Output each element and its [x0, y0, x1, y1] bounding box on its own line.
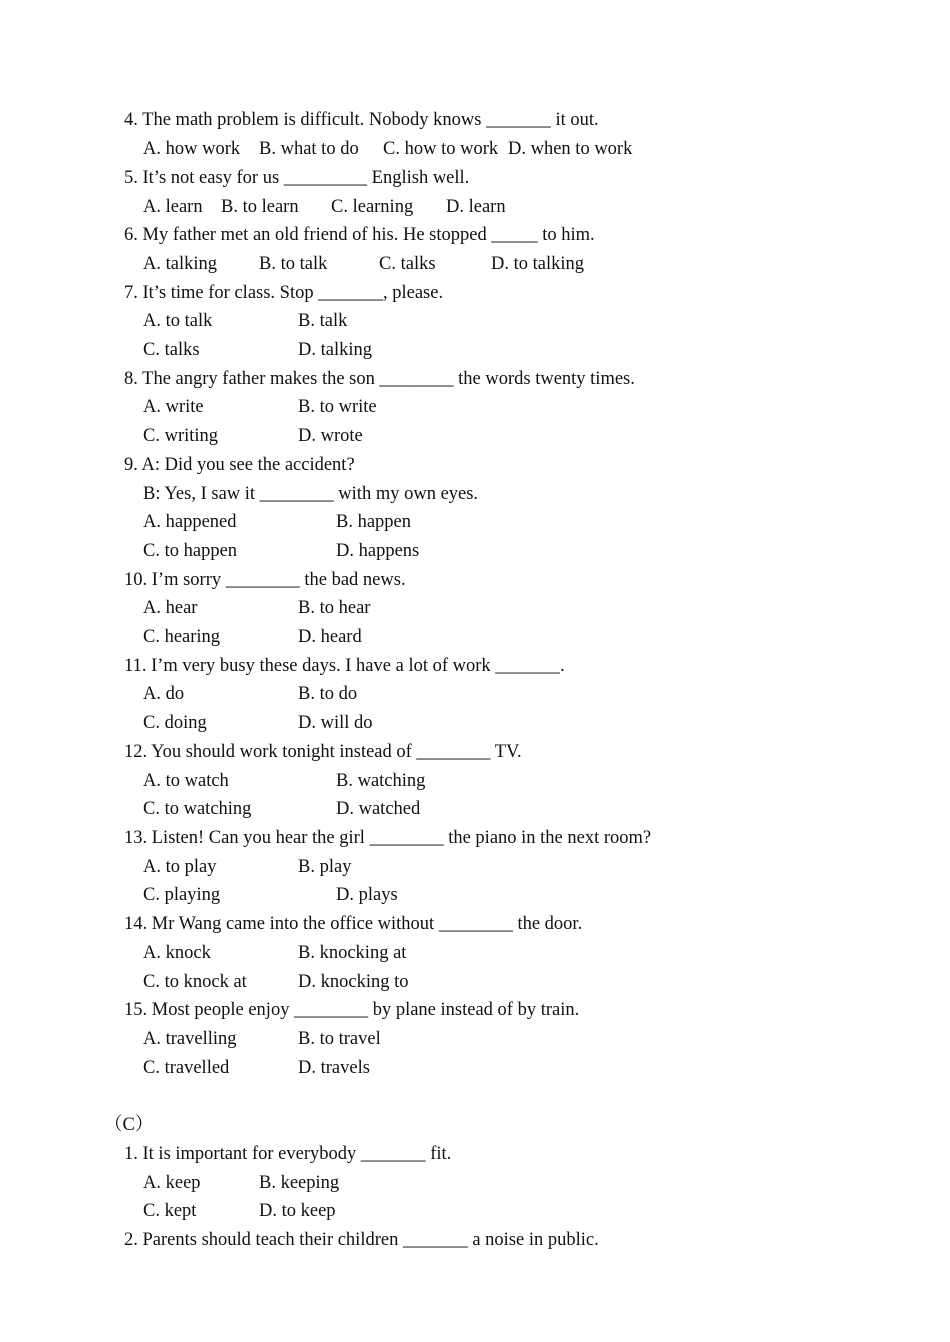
question-stem-line-2: B: Yes, I saw it ________ with my own eyes.: [143, 484, 479, 504]
question-stem: 13. Listen! Can you hear the girl ________ the piano in the next room?: [124, 828, 652, 848]
option-c: C. learning: [331, 197, 414, 217]
option-d: D. when to work: [508, 139, 633, 159]
option-b: B. what to do: [259, 139, 359, 159]
question-stem: 11. I’m very busy these days. I have a lot of work _______.: [124, 656, 565, 676]
option-d: D. talking: [298, 340, 372, 360]
question-stem: 15. Most people enjoy ________ by plane instead of by train.: [124, 1000, 580, 1020]
option-d: D. will do: [298, 713, 373, 733]
option-c: C. playing: [143, 885, 221, 905]
option-c: C. how to work: [383, 139, 499, 159]
option-b: B. to learn: [221, 197, 299, 217]
option-a: A. talking: [143, 254, 217, 274]
question-stem: 8. The angry father makes the son ________ the words twenty times.: [124, 369, 635, 389]
option-a: A. happened: [143, 512, 237, 532]
option-a: A. to watch: [143, 771, 229, 791]
option-d: D. wrote: [298, 426, 363, 446]
question-stem: 6. My father met an old friend of his. He stopped _____ to him.: [124, 225, 595, 245]
option-b: B. watching: [336, 771, 426, 791]
option-c: C. to knock at: [143, 972, 247, 992]
option-c: C. doing: [143, 713, 207, 733]
option-a: A. hear: [143, 598, 198, 618]
question-stem: 5. It’s not easy for us _________ English well.: [124, 168, 470, 188]
question-stem: 14. Mr Wang came into the office without ________ the door.: [124, 914, 583, 934]
option-b: B. play: [298, 857, 352, 877]
question-stem: 9. A: Did you see the accident?: [124, 455, 355, 475]
question-stem: 4. The math problem is difficult. Nobody knows _______ it out.: [124, 110, 599, 130]
option-b: B. talk: [298, 311, 348, 331]
option-c: C. travelled: [143, 1058, 230, 1078]
question-stem: 1. It is important for everybody _______ fit.: [124, 1144, 452, 1164]
option-c: C. to watching: [143, 799, 252, 819]
option-a: A. knock: [143, 943, 211, 963]
option-c: C. hearing: [143, 627, 221, 647]
option-d: D. heard: [298, 627, 362, 647]
option-b: B. to talk: [259, 254, 328, 274]
option-b: B. to hear: [298, 598, 371, 618]
question-stem: 12. You should work tonight instead of ________ TV.: [124, 742, 522, 762]
option-b: B. keeping: [259, 1173, 340, 1193]
option-d: D. to keep: [259, 1201, 336, 1221]
option-d: D. learn: [446, 197, 506, 217]
option-c: C. writing: [143, 426, 219, 446]
option-a: A. to talk: [143, 311, 213, 331]
option-b: B. happen: [336, 512, 412, 532]
option-a: A. keep: [143, 1173, 201, 1193]
option-a: A. write: [143, 397, 204, 417]
option-b: B. knocking at: [298, 943, 407, 963]
option-a: A. travelling: [143, 1029, 237, 1049]
question-stem: 10. I’m sorry ________ the bad news.: [124, 570, 406, 590]
option-c: C. talks: [379, 254, 436, 274]
option-a: A. learn: [143, 197, 203, 217]
question-stem: 2. Parents should teach their children _______ a noise in public.: [124, 1230, 599, 1250]
option-d: D. plays: [336, 885, 398, 905]
option-d: D. to talking: [491, 254, 585, 274]
option-a: A. how work: [143, 139, 241, 159]
question-stem: 7. It’s time for class. Stop _______, please.: [124, 283, 444, 303]
option-c: C. kept: [143, 1201, 197, 1221]
option-d: D. knocking to: [298, 972, 409, 992]
option-a: A. do: [143, 684, 185, 704]
section-heading: （C）: [104, 1115, 154, 1135]
option-c: C. to happen: [143, 541, 238, 561]
option-c: C. talks: [143, 340, 200, 360]
option-d: D. watched: [336, 799, 421, 819]
option-b: B. to travel: [298, 1029, 381, 1049]
option-a: A. to play: [143, 857, 217, 877]
option-b: B. to write: [298, 397, 377, 417]
option-b: B. to do: [298, 684, 358, 704]
option-d: D. travels: [298, 1058, 370, 1078]
option-d: D. happens: [336, 541, 420, 561]
